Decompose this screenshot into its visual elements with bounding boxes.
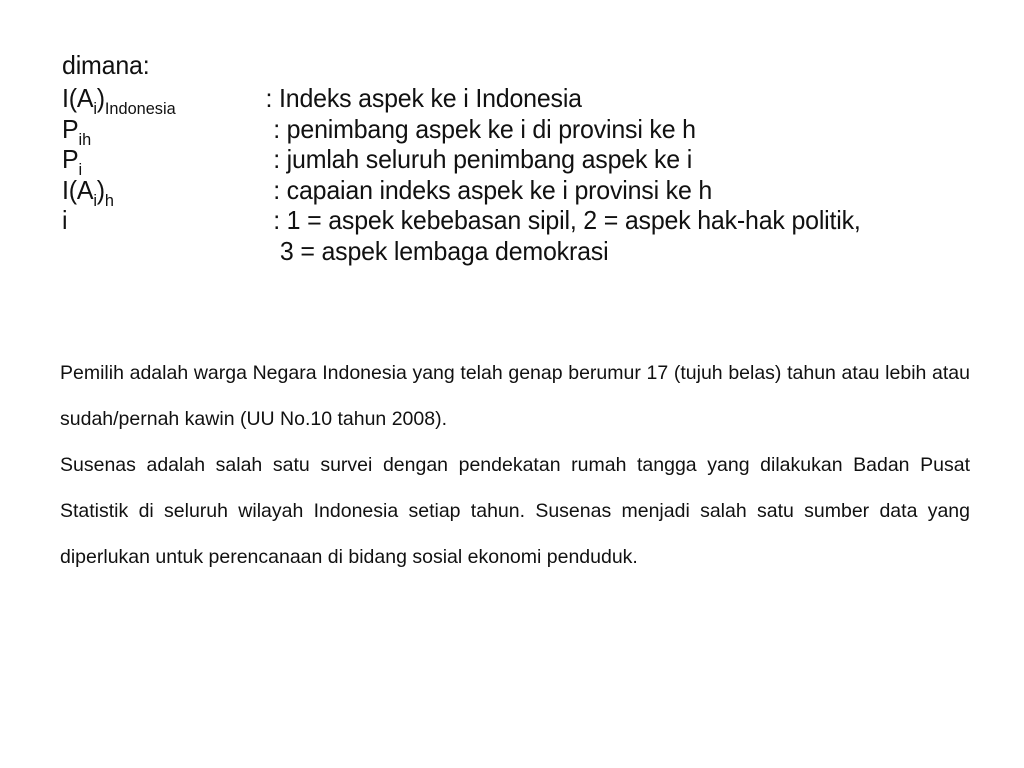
description-indeks-indonesia: : Indeks aspek ke i Indonesia [265, 83, 582, 113]
symbol-capaian-indeks [62, 175, 114, 209]
definition-row-jumlah-penimbang [62, 144, 693, 179]
definition-row-capaian-indeks [62, 174, 713, 210]
symbol-text: P [62, 113, 79, 144]
description-continuation: 3 = aspek lembaga demokrasi [279, 235, 609, 266]
symbol-subscript: i [78, 160, 83, 179]
symbol-subscript-outer: h [104, 190, 114, 210]
symbol-close: ) [96, 83, 105, 113]
symbol-text: P [62, 144, 79, 174]
paragraph-susenas: Susenas adalah salah satu survei dengan pendekatan rumah tangga yang dilakukan Badan Pusat Statistik di seluruh wilayah Indonesia setiap tahun. Susenas menjadi salah satu sumber data yang diperlukan untuk perencanaan di bidang sosial ekonomi penduduk. [60, 454, 970, 568]
symbol-subscript-outer: Indonesia [104, 99, 176, 118]
definition-row-aspek-index [62, 205, 861, 236]
description-aspek-index: : 1 = aspek kebebasan sipil, 2 = aspek hak-hak politik, [273, 205, 861, 235]
symbol-close: ) [96, 174, 105, 205]
description-penimbang: : penimbang aspek ke i di provinsi ke h [273, 113, 696, 144]
symbol-aspek-index: i [62, 205, 68, 235]
paragraph-pemilih: Pemilih adalah warga Negara Indonesia yang telah genap berumur 17 (tujuh belas) tahun atau lebih atau sudah/pernah kawin (UU No.10 tahun 2008). [60, 362, 970, 430]
definition-row-indeks-indonesia [62, 83, 582, 118]
definition-row-continuation [62, 235, 609, 267]
description-jumlah-penimbang: : jumlah seluruh penimbang aspek ke i [273, 144, 693, 174]
symbol-text: I(A [62, 83, 94, 113]
description-capaian-indeks: : capaian indeks aspek ke i provinsi ke h [273, 174, 713, 205]
symbol-jumlah-penimbang [62, 144, 82, 178]
symbol-indeks-indonesia [62, 83, 176, 117]
definitions-heading: dimana: [62, 50, 150, 80]
symbol-penimbang [62, 114, 91, 148]
symbol-subscript: i [93, 99, 97, 118]
symbol-text: I(A [62, 174, 94, 205]
symbol-subscript: ih [78, 129, 92, 149]
symbol-subscript: i [93, 190, 97, 210]
definitions-block [62, 50, 861, 266]
definition-row-penimbang [62, 113, 696, 149]
